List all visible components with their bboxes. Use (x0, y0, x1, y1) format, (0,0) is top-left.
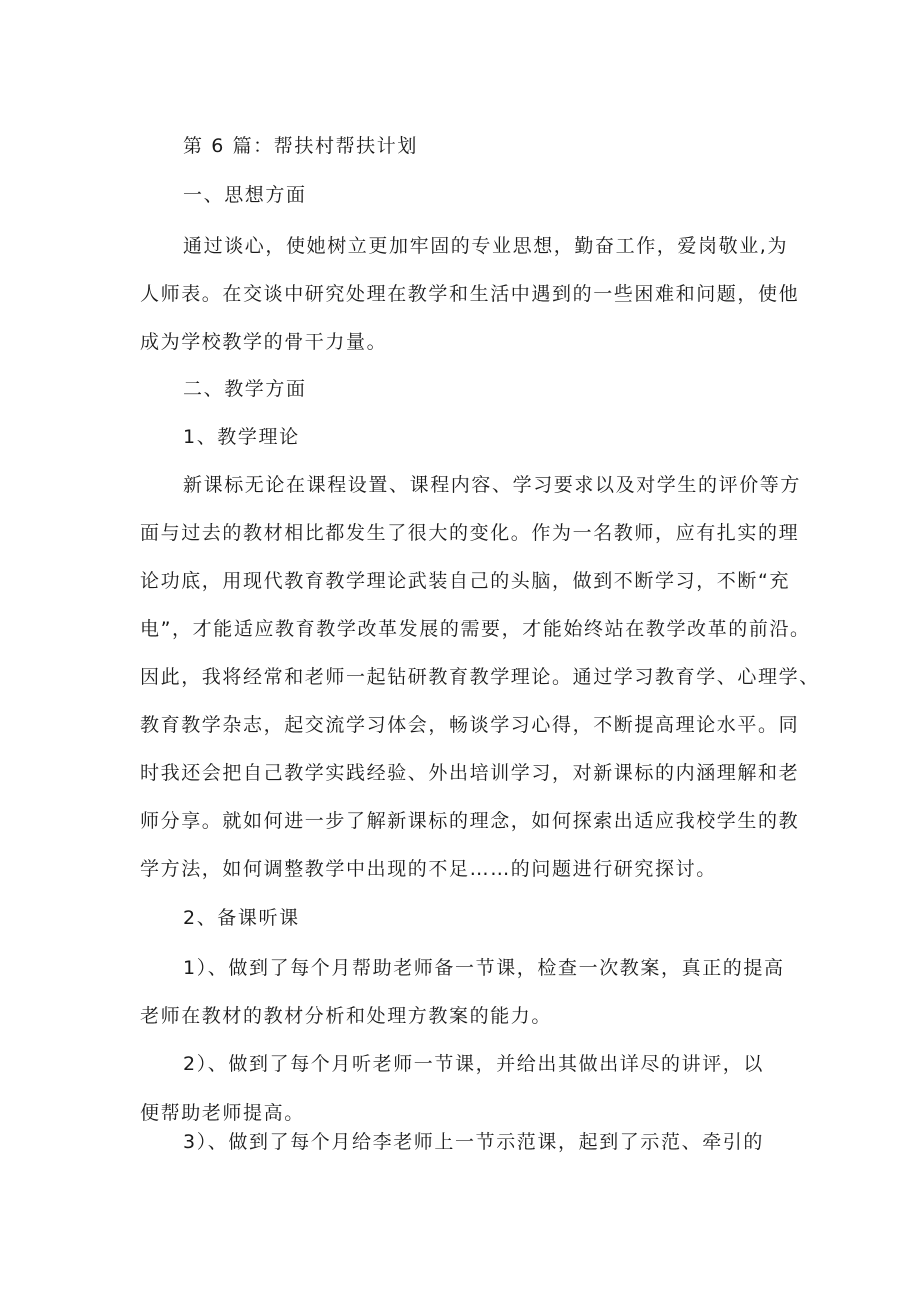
subsection-heading-lessons: 2、备课听课 (183, 907, 300, 929)
list-item-line: 1）、做到了每个月帮助老师备一节课，检查一次教案，真正的提高 (183, 957, 785, 979)
list-item-line: 3）、做到了每个月给李老师上一节示范课，起到了示范、牵引的 (183, 1131, 764, 1153)
subsection-heading-theory: 1、教学理论 (183, 426, 300, 448)
paragraph-line: 人师表。在交谈中研究处理在教学和生活中遇到的一些困难和问题，使他 (140, 283, 800, 305)
paragraph-line: 因此，我将经常和老师一起钻研教育教学理论。通过学习教育学、心理学、 (140, 666, 820, 688)
paragraph-line: 师分享。就如何进一步了解新课标的理念，如何探索出适应我校学生的教 (140, 810, 800, 832)
paragraph-line: 教育教学杂志，起交流学习体会，畅谈学习心得，不断提高理论水平。同 (140, 714, 800, 736)
paragraph-line: 面与过去的教材相比都发生了很大的变化。作为一名教师，应有扎实的理 (140, 522, 800, 544)
paragraph-line: 通过谈心，使她树立更加牢固的专业思想，勤奋工作，爱岗敬业,为 (183, 235, 789, 257)
list-item-line: 2）、做到了每个月听老师一节课，并给出其做出详尽的讲评，以 (183, 1053, 764, 1075)
list-item-line: 老师在教材的教材分析和处理方教案的能力。 (140, 1005, 553, 1027)
paragraph-line: 论功底，用现代教育教学理论武装自己的头脑，做到不断学习，不断“充 (140, 570, 791, 592)
paragraph-line: 成为学校教学的骨干力量。 (140, 331, 388, 353)
paragraph-line: 新课标无论在课程设置、课程内容、学习要求以及对学生的评价等方 (183, 474, 802, 496)
section-heading-thought: 一、思想方面 (183, 184, 307, 206)
document-title: 第 6 篇：帮扶村帮扶计划 (183, 135, 418, 157)
section-heading-teaching: 二、教学方面 (183, 378, 307, 400)
list-item-line: 便帮助老师提高。 (140, 1102, 305, 1124)
paragraph-line: 学方法，如何调整教学中出现的不足……的问题进行研究探讨。 (140, 858, 717, 880)
paragraph-line: 电”，才能适应教育教学改革发展的需要，才能始终站在教学改革的前沿。 (140, 618, 811, 640)
paragraph-line: 时我还会把自己教学实践经验、外出培训学习，对新课标的内涵理解和老 (140, 762, 800, 784)
